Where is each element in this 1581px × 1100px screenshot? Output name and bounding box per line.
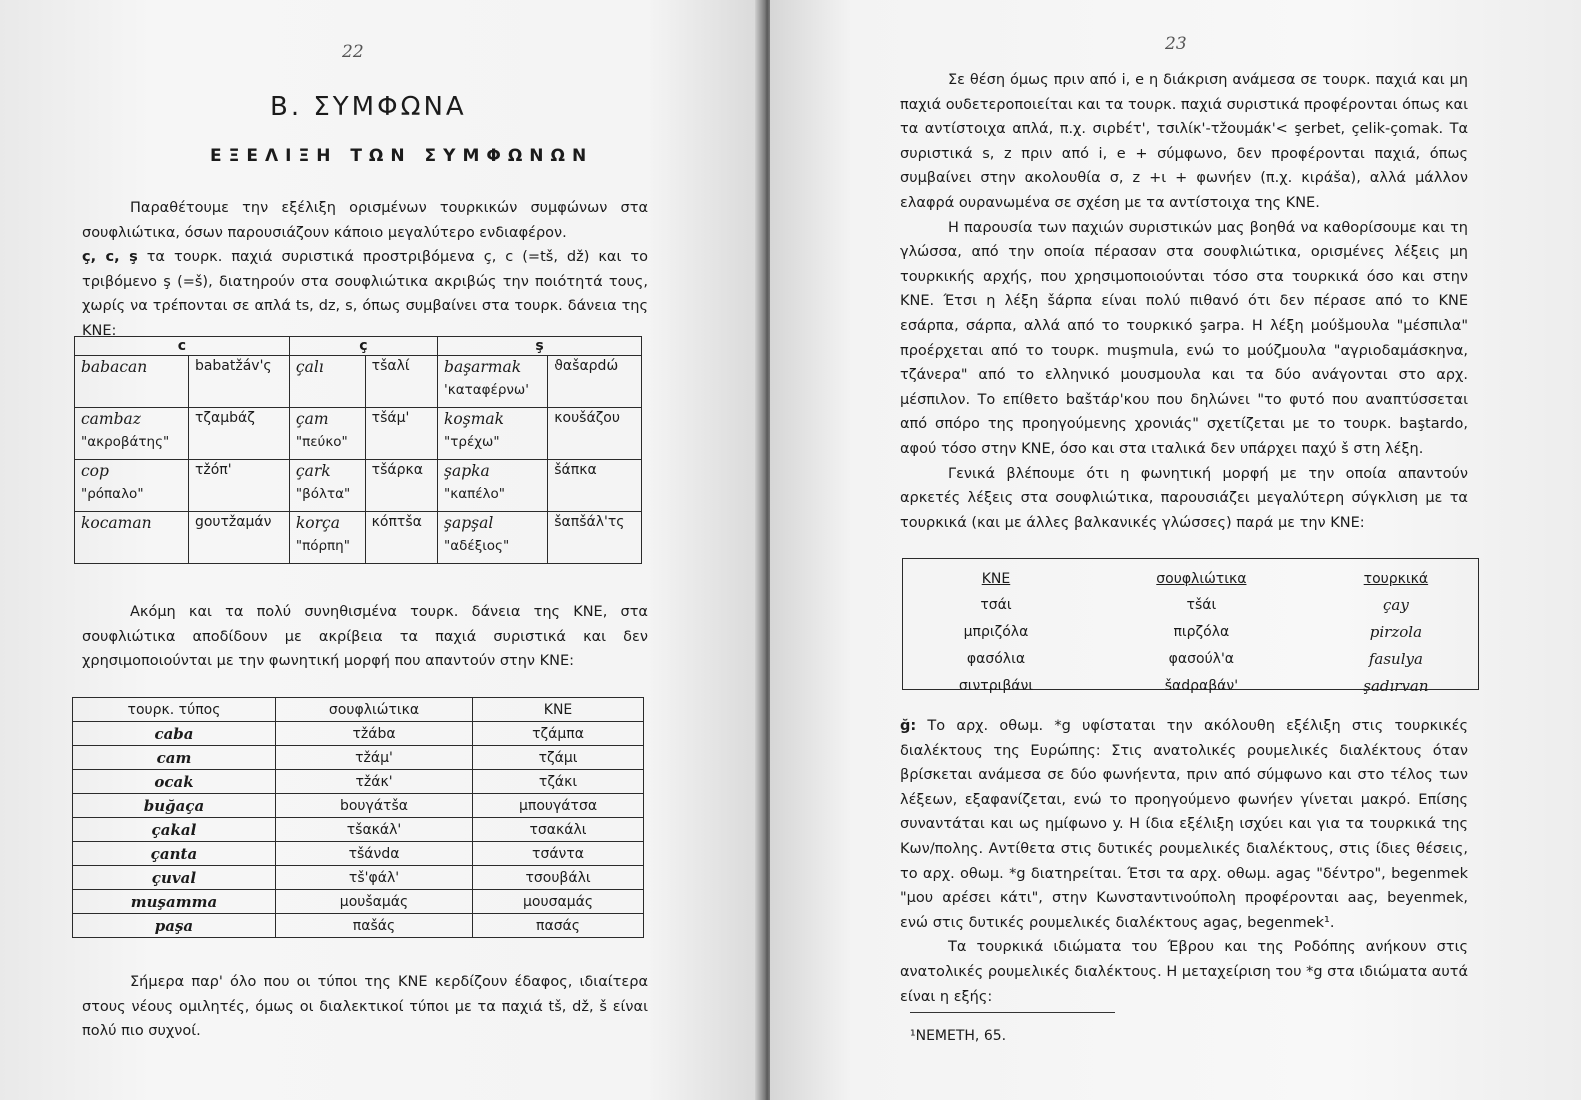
table-cell: [365, 356, 437, 408]
table-cell: τζάμπα: [473, 722, 644, 746]
table-cell: fasulya: [1368, 649, 1423, 668]
table-cell: μουσαμάς: [473, 890, 644, 914]
cell-word: τšαλί: [371, 358, 410, 374]
table-cell: σιντριβάνι: [958, 677, 1034, 694]
table-cell: çay: [1382, 595, 1409, 614]
table-cell: [75, 408, 189, 460]
left-page: [0, 0, 762, 1100]
section-title: Β. ΣΥΜΦΩΝΑ: [270, 92, 467, 122]
cell-gloss: "ρόπαλο": [81, 486, 144, 502]
table-cell: [188, 408, 289, 460]
cell-word: cambaz: [81, 410, 141, 428]
table-cell: ocak: [73, 770, 276, 794]
table-cell: τšακάλ': [275, 818, 472, 842]
paragraph: Η παρουσία των παχιών συριστικών μας βοηθά να καθορίσουμε και τη γλώσσα, από την οποία πέρασαν στα σουφλιώτικα, ορισμένες λέξεις μη τουρκικής αρχής, που χρησιμοποιούνται τόσο στα τουρκικά όσο και στην ΚΝΕ. Έτσι η λέξη šάρπα είναι πολύ πιθανό ότι δεν πέρασε από το ΚΝΕ εσάρπα, σάρπα, αλλά από το τουρκικό şarpa. Η λέξη μούšμουλα "μέσπιλα" προέρχεται από το τουρκ. muşmula, ενώ το μούζμουλα "αγριοδαμάσκηνα, τζάνερα" από το ελληνικό μουσμουλα και τα δύο ανάγονται στο αρχ. μέσπιλον. Το επίθετο bαšτάρ'κου που δηλώνει "το φυτό που αναπτύσσεται από σπόρο της προηγούμενης χρονιάς" σχετίζεται με το τουρκ. baştardo, αφού τόσο στην ΚΝΕ, όσο και στα ιταλικά δεν υπάρχει παχύ š στη λέξη.: [900, 219, 1468, 457]
cell-word: šαπšάλ'τς: [554, 514, 625, 530]
table-cell: cam: [73, 746, 276, 770]
table-cell: çakal: [73, 818, 276, 842]
table-cell: caba: [73, 722, 276, 746]
table-row: [73, 770, 644, 794]
table-cell: [548, 512, 642, 564]
table-cell: τžάbα: [275, 722, 472, 746]
consonant-lead: ç, c, ş: [82, 249, 138, 266]
table-cell: [365, 512, 437, 564]
footnote: ¹ΝΕΜΕΤΗ, 65.: [910, 1028, 1007, 1044]
col-header: ç: [289, 337, 437, 356]
table-cell: τσάντα: [473, 842, 644, 866]
col-header: τουρκικά: [1363, 571, 1429, 587]
page-number: 23: [1165, 34, 1187, 54]
cell-word: τζαμbάζ: [194, 410, 255, 426]
table-cell: τζάμι: [473, 746, 644, 770]
table-cell: şadırvan: [1363, 676, 1429, 695]
consonant-table: [74, 336, 642, 564]
cell-gloss: "πεύκο": [295, 434, 348, 450]
table-cell: [188, 512, 289, 564]
table-cell: μουšαμάς: [275, 890, 472, 914]
paragraph: Σε θέση όμως πριν από i, e η διάκριση ανάμεσα σε τουρκ. παχιά και μη παχιά ουδετεροποιείται και τα τουρκ. παχιά συριστικά προφέρονται όπως και τα αντίστοιχα απλά, π.χ. σιρbέτ', τσιλίκ'-τžουμάκ'< şerbet, çelik-çomak. Τα συριστικά s, z πριν από i, e + σύμφωνο, δεν προφέρονται παχιά, όπως συμβαίνει στην ακολουθία σ, z +ι + φωνήεν (π.χ. κιράšα), αλλά μάλλον ελαφρά ουρανωμένα σε σχέση με τα αντίστοιχα της ΚΝΕ.: [900, 72, 1468, 211]
consonant-paragraph: [82, 245, 648, 343]
cell-word: κουšάζου: [554, 410, 620, 426]
table-row: [75, 512, 642, 564]
col-header: ş: [438, 337, 642, 356]
cell-word: goυτžαμάν: [194, 514, 272, 530]
g-paragraph: [900, 714, 1468, 935]
section-subtitle: ΕΞΕΛΙΞΗ ΤΩΝ ΣΥΜΦΩΝΩΝ: [210, 146, 594, 166]
table-cell: [365, 460, 437, 512]
table-row: [73, 746, 644, 770]
table-cell: τšάνdα: [275, 842, 472, 866]
table-cell: τσουβάλι: [473, 866, 644, 890]
cell-gloss: "βόλτα": [295, 486, 351, 502]
cell-gloss: "καπέλο": [444, 486, 505, 502]
col-header: ΚΝΕ: [981, 571, 1011, 587]
table-cell: paşa: [73, 914, 276, 938]
table-row: [73, 842, 644, 866]
right-text-top: [900, 68, 1468, 535]
table-cell: [289, 460, 365, 512]
comparison-table-box: [902, 558, 1479, 695]
cell-word: τšάρκα: [371, 462, 423, 478]
table-cell: [75, 356, 189, 408]
g-lead: ğ:: [900, 718, 917, 734]
table-cell: [438, 356, 548, 408]
col-header: c: [75, 337, 290, 356]
cell-word: κόπτšα: [371, 514, 422, 530]
consonant-text: τα τουρκ. παχιά συριστικά προστριβόμενα ç, c (=tš, dž) και το τριβόμενο ş (=š), διατηρούν στα σουφλιώτικα ακριβώς την ποιότητά τους, χωρίς να τρέπονται σε απλά ts, dz, s, όπως συμβαίνει στα τουρκ. δάνεια της ΚΝΕ:: [82, 249, 648, 339]
table-cell: [438, 460, 548, 512]
footnote-divider: [910, 1012, 1115, 1013]
col-header: ΚΝΕ: [473, 698, 644, 722]
cell-gloss: 'καταφέρνω': [444, 382, 529, 398]
cell-gloss: "πόρπη": [295, 538, 350, 554]
comparison-table: [903, 567, 1478, 699]
right-page: [770, 0, 1581, 1100]
cell-word: šάπκα: [554, 462, 597, 478]
g-text: Το αρχ. οθωμ. *g υφίσταται την ακόλουθη εξέλιξη στις τουρκικές διαλέκτους της Ευρώπης: Στις ανατολικές ρουμελικές διαλέκτους όταν βρίσκεται ανάμεσα σε δύο φωνήεντα, πριν από σύμφωνο και στο τέλος των λέξεων, εξαφανίζεται, ενώ το προηγούμενο φωνήεν γίνεται μακρό. Επίσης συναντάται και ως ημίφωνο y. Η ίδια εξέλιξη ισχύει και για τα τουρκικά της Κων/πολης. Αντίθετα στις δυτικές ρουμελικές διαλέκτους, στις ίδιες θέσεις, το αρχ. οθωμ. *g διατηρείται. Έτσι τα αρχ. οθωμ. agaç "δέντρο", begenmek "μου αρέσει κάτι", στην Κωνσταντινούπολη προφέρονται aaç, beyenmek, ενώ στις δυτικές ρουμελικές διαλέκτους agaç, begenmek¹.: [900, 718, 1468, 931]
table-cell: [289, 408, 365, 460]
para-today: [82, 970, 648, 1044]
cell-word: τžόπ': [194, 462, 232, 478]
cell-word: korça: [295, 514, 340, 532]
paragraph: Γενικά βλέπουμε ότι η φωνητική μορφή με την οποία απαντούν αρκετές λέξεις στα σουφλιώτικα, παρουσιάζει μεγαλύτερη σύγκλιση με τα τουρκικά (και με άλλες βαλκανικές γλώσσες) παρά με την ΚΝΕ:: [900, 465, 1468, 531]
table-cell: πιρζόλα: [1173, 623, 1230, 640]
table-cell: μπριζόλα: [963, 623, 1029, 640]
col-header: τουρκ. τύπος: [73, 698, 276, 722]
table-cell: μπουγάτσα: [473, 794, 644, 818]
cell-gloss: "αδέξιος": [444, 538, 510, 554]
table-cell: çuval: [73, 866, 276, 890]
table-cell: τšάι: [1186, 596, 1217, 613]
cell-word: şapşal: [444, 514, 494, 532]
table-row: [75, 356, 642, 408]
table-cell: πασάς: [473, 914, 644, 938]
table-cell: φασούλ'α: [1168, 650, 1235, 667]
table-cell: [188, 356, 289, 408]
table-cell: [548, 460, 642, 512]
cell-gloss: "τρέχω": [444, 434, 500, 450]
cell-word: kocaman: [81, 514, 152, 532]
table-cell: çanta: [73, 842, 276, 866]
cell-word: τšάμ': [371, 410, 410, 426]
right-text-bottom: [900, 714, 1468, 1009]
col-header: σουφλιώτικα: [275, 698, 472, 722]
table-cell: τžάμ': [275, 746, 472, 770]
table-cell: pirzola: [1369, 622, 1423, 641]
table-cell: muşamma: [73, 890, 276, 914]
table-cell: [75, 460, 189, 512]
table-cell: [289, 356, 365, 408]
intro-text: [82, 196, 648, 344]
table-row: [75, 460, 642, 512]
table-cell: τš'φάλ': [275, 866, 472, 890]
table-row: [903, 618, 1478, 645]
table-cell: [548, 356, 642, 408]
cell-word: çam: [295, 410, 329, 428]
table-row: [73, 866, 644, 890]
table-row: [75, 408, 642, 460]
table-cell: τžάκ': [275, 770, 472, 794]
cell-word: şapka: [444, 462, 490, 480]
cell-word: cop: [81, 462, 109, 480]
table-cell: φασόλια: [966, 650, 1026, 667]
intro-paragraph: Παραθέτουμε την εξέλιξη ορισμένων τουρκικών συμφώνων στα σουφλιώτικα, όσων παρουσιάζουν κάποιο μεγαλύτερο ενδιαφέρον.: [82, 200, 648, 241]
cell-word: babatžáv'ς: [194, 358, 272, 374]
table-row: [903, 645, 1478, 672]
paragraph: Τα τουρκικά ιδιώματα του Έβρου και της Ροδόπης ανήκουν στις ανατολικές ρουμελικές διαλέκτους. Η μεταχείριση του *g στα ιδιώματα αυτά είναι η εξής:: [900, 939, 1468, 1005]
table-cell: [548, 408, 642, 460]
table-cell: παšάς: [275, 914, 472, 938]
table-cell: [365, 408, 437, 460]
cell-word: çalı: [295, 358, 324, 376]
cell-word: çark: [295, 462, 331, 480]
table-row: [73, 794, 644, 818]
table-row: [73, 914, 644, 938]
table-cell: [289, 512, 365, 564]
table-cell: [438, 512, 548, 564]
cell-word: başarmak: [444, 358, 522, 376]
table-row: [903, 672, 1478, 699]
cell-word: ϑαšαρdώ: [554, 358, 619, 374]
col-header: σουφλιώτικα: [1156, 571, 1247, 587]
cell-word: babacan: [81, 358, 148, 376]
table-row: [73, 818, 644, 842]
table-cell: [75, 512, 189, 564]
table-row: [73, 890, 644, 914]
table-cell: šαdραβάν': [1164, 677, 1239, 694]
para-kne-loans: [82, 600, 648, 674]
kne-loans-table: [72, 697, 644, 938]
table-row: [73, 722, 644, 746]
today-text: Σήμερα παρ' όλο που οι τύποι της ΚΝΕ κερδίζουν έδαφος, ιδιαίτερα στους νέους ομιλητές, όμως οι διαλεκτικοί τύποι με τα παχιά tš, dž, š είναι πολύ πιο συχνοί.: [82, 974, 648, 1040]
table-cell: buğaça: [73, 794, 276, 818]
table-cell: τσακάλι: [473, 818, 644, 842]
table-cell: [188, 460, 289, 512]
cell-word: koşmak: [444, 410, 505, 428]
table-cell: [438, 408, 548, 460]
table-row: [903, 591, 1478, 618]
table-cell: τσάι: [980, 596, 1012, 613]
table-cell: τζάκι: [473, 770, 644, 794]
kne-loans-text: Ακόμη και τα πολύ συνηθισμένα τουρκ. δάνεια της ΚΝΕ, στα σουφλιώτικα αποδίδουν με ακρίβεια τα παχιά συριστικά και δεν χρησιμοποιούνται με την φωνητική μορφή που απαντούν στην ΚΝΕ:: [82, 604, 648, 670]
table-cell: bουγάτšα: [275, 794, 472, 818]
page-number: 22: [342, 42, 364, 62]
cell-gloss: "ακροβάτης": [81, 434, 170, 450]
